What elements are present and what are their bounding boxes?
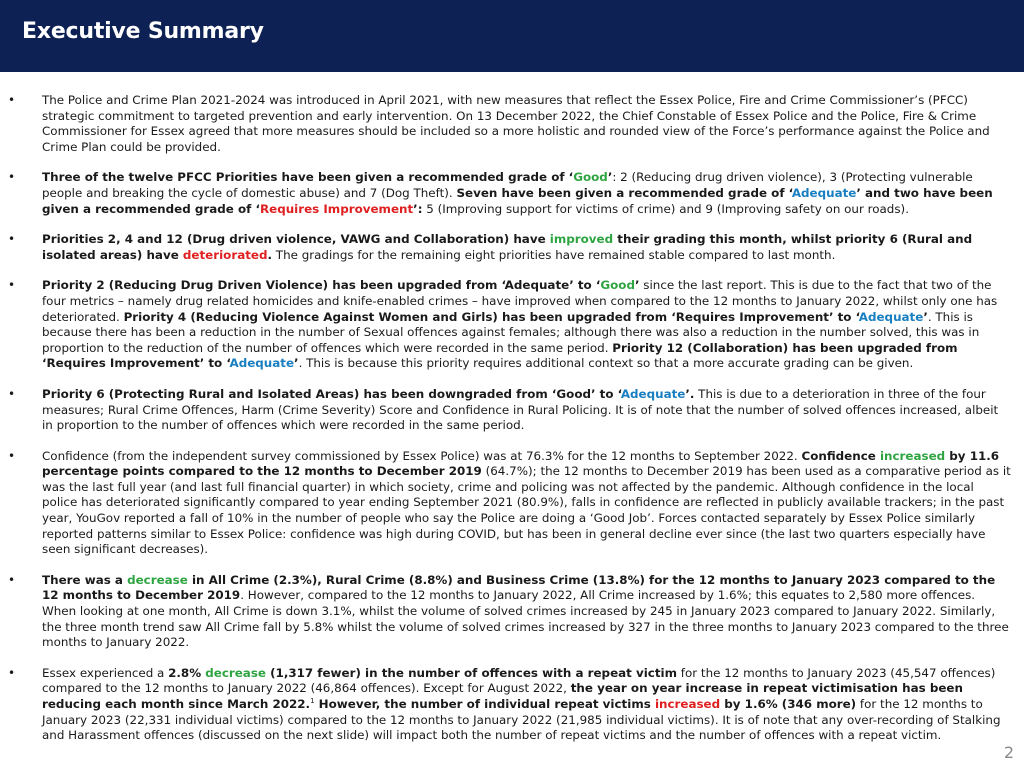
status-improved: improved xyxy=(549,232,614,247)
bullet-police-crime-plan xyxy=(0,93,1024,155)
bullet-text: . However, compared to the 12 months to January 2022, All Crime increased by 1.6%; this equates to 2,580 more offences. When looking at one month, All Crime is down 3.1%, whilst the volume of solved crimes increased by 245 in January 2023 compared to January 2022. Similarly, the three month trend saw All Crime fall by 5.8% whilst the volume of solved crimes increased by 327 in the three months to January 2023 compared to the three months to January 2022. xyxy=(42,588,1009,650)
bullet-text: in All Crime (2.3%), Rural Crime (8.8%) and Business Crime (13.8%) for the 12 months to January 2023 compared to the 12 months to December 2019 xyxy=(42,572,996,603)
bullet-text: Essex experienced a xyxy=(42,665,169,680)
summary-content xyxy=(0,93,1024,759)
grade-adequate: Adequate xyxy=(858,309,924,324)
bullet-text: Priority 6 (Protecting Rural and Isolated Areas) has been downgraded from ‘Good’ to ‘ xyxy=(42,386,621,401)
status-increased: increased xyxy=(654,697,721,711)
bullet-text: by 1.6% (346 more) xyxy=(720,697,857,711)
bullet-text: ’ xyxy=(635,278,640,293)
bullet-text: (1,317 fewer) in the number of offences with a repeat victim xyxy=(265,665,678,680)
bullet-text: ’ and xyxy=(856,185,895,200)
grade-adequate: Adequate xyxy=(229,356,295,371)
bullet-text: Priorities 2, 4 and 12 (Drug driven violence, VAWG and Collaboration) have xyxy=(42,232,550,247)
status-decrease: decrease xyxy=(205,665,266,680)
bullet-text: (64.7%); the 12 months to December 2019 has been used as a comparative period as it was the last full year (and last full financial quarter) in which society, crime and policing was not affected by the pandemic. Although confidence in the local police has deteriorated significantly compared to year ending September 2021 (80.9%), falls in confidence are reflected in publicly available trackers; in the past year, YouGov reported a fall of 10% in the number of people who say the Police are doing a ‘Good Job’. Forces contacted separately by Essex Police similarly reported patterns similar to Essex Police: confidence was high during COVID, but has been in general decline ever since (the last two quarters especially have seen significant decreases). xyxy=(42,464,1011,557)
bullet-text: However, the number of individual repeat victims xyxy=(314,697,655,711)
bullet-text: Confidence xyxy=(801,448,880,463)
footnote-marker: 1 xyxy=(310,697,315,706)
grade-adequate: Adequate xyxy=(791,185,857,200)
bullet-text: the year on year increase in repeat victimisation has been reducing each month since March 2022. xyxy=(42,681,963,711)
bullet-text: since the last report. This is due to the fact that two of the four metrics – namely drug related homicides and knife-enabled crimes – have improved when compared to the 12 months to January 2022, whilst only one has deteriorated. xyxy=(42,278,998,324)
bullet-crime-decrease xyxy=(0,573,1024,651)
grade-good: Good xyxy=(600,278,635,293)
bullet-text: 5 (Improving support for victims of crime) and 9 (Improving safety on our roads). xyxy=(422,201,909,216)
status-deteriorated: deteriorated xyxy=(182,247,268,262)
bullet-text: . xyxy=(267,247,273,262)
bullet-upgrades xyxy=(0,278,1024,372)
grade-requires-improvement: Requires Improvement xyxy=(259,201,414,216)
header-bar xyxy=(0,0,1024,72)
status-decrease: decrease xyxy=(127,572,188,587)
bullet-text: Priority 2 (Reducing Drug Driven Violence) has been upgraded from ‘Adequate’ to ‘ xyxy=(42,278,601,293)
bullet-text: for the 12 months to January 2023 (45,547 offences) compared to the 12 months to January 2022 (46,864 offences). Except for August 2022, xyxy=(42,665,996,696)
page-number: 2 xyxy=(1003,743,1014,762)
bullet-downgrade xyxy=(0,387,1024,434)
bullet-text: The Police and Crime Plan 2021-2024 was introduced in April 2021, with new measures that reflect the Essex Police, Fire and Crime Commissioner’s (PFCC) strategic commitment to targeted prevention and early intervention. On 13 December 2022, the Chief Constable of Essex Police and the Police, Fire & Crime Commissioner for Essex agreed that more measures should be included so a more holistic and rounded view of the Force’s performance against the Police and Crime Plan could be provided. xyxy=(42,93,990,154)
bullet-text: for the 12 months to January 2023 (22,331 individual victims) compared to the 12 months to January 2022 (21,985 individual victims). It is of note that any over-recording of Stalking and Harassment offences (discussed on the next slide) will impact both the number of repeat victims and the number of offences with a repeat victim. xyxy=(42,697,1001,743)
summary-bullets xyxy=(0,93,1024,744)
bullet-text: ’: xyxy=(413,201,423,216)
grade-adequate: Adequate xyxy=(620,386,686,401)
bullet-text: by 11.6 percentage points compared to the 12 months to December 2019 xyxy=(42,448,1000,479)
bullet-text: The gradings for the remaining eight priorities have remained stable compared to last month. xyxy=(272,247,836,262)
bullet-text: Confidence (from the independent survey commissioned by Essex Police) was at 76.3% for the 12 months to September 2022. xyxy=(42,448,802,463)
bullet-text: There was a xyxy=(42,572,128,587)
page-title: Executive Summary xyxy=(22,19,264,44)
bullet-text: Seven have been given a recommended grade of ‘ xyxy=(456,185,792,200)
bullet-text: 2.8% xyxy=(168,665,206,680)
bullet-text: This is due to a deterioration in three of the four measures; Rural Crime Offences, Harm (Crime Severity) Score and Confidence in Rural Policing. It is of note that the number of solved offences increased, albeit in proportion to the number of offences which were recorded in the same period. xyxy=(42,386,999,433)
bullet-text: two have been given a recommended grade of ‘ xyxy=(42,185,993,216)
bullet-text: . This is because this priority requires additional context so that a more accurate grading can be given. xyxy=(298,356,914,371)
bullet-confidence xyxy=(0,449,1024,558)
grade-good: Good xyxy=(573,170,608,185)
bullet-text: Priority 12 (Collaboration) has been upgraded from ‘Requires Improvement’ to ‘ xyxy=(42,340,958,371)
bullet-text: their grading this month, whilst priority 6 (Rural and isolated areas) have xyxy=(42,232,973,262)
bullet-text: ’ xyxy=(607,170,613,185)
status-increased: increased xyxy=(879,448,946,463)
bullet-text: Three of the twelve PFCC Priorities have been given a recommended grade of ‘ xyxy=(42,170,574,185)
bullet-text: : 2 (Reducing drug driven violence), 3 (Protecting vulnerable people and breaking the cycle of domestic abuse) and 7 (Dog Theft). xyxy=(42,170,973,200)
bullet-priority-changes xyxy=(0,232,1024,263)
bullet-text: Priority 4 (Reducing Violence Against Women and Girls) has been upgraded from ‘Requires Improvement’ to ‘ xyxy=(123,309,859,324)
bullet-text: ’. xyxy=(685,386,695,401)
bullet-pfcc-grades xyxy=(0,170,1024,217)
bullet-text: ’ xyxy=(923,309,928,324)
bullet-repeat-victims xyxy=(0,666,1024,744)
bullet-text: . This is because there has been a reduction in the number of Sexual offences against females; although there was also a reduction in the number solved, this was in proportion to the reduction of the number of offences which were recorded in the same period. xyxy=(42,309,980,355)
bullet-text: ’ xyxy=(294,356,299,371)
